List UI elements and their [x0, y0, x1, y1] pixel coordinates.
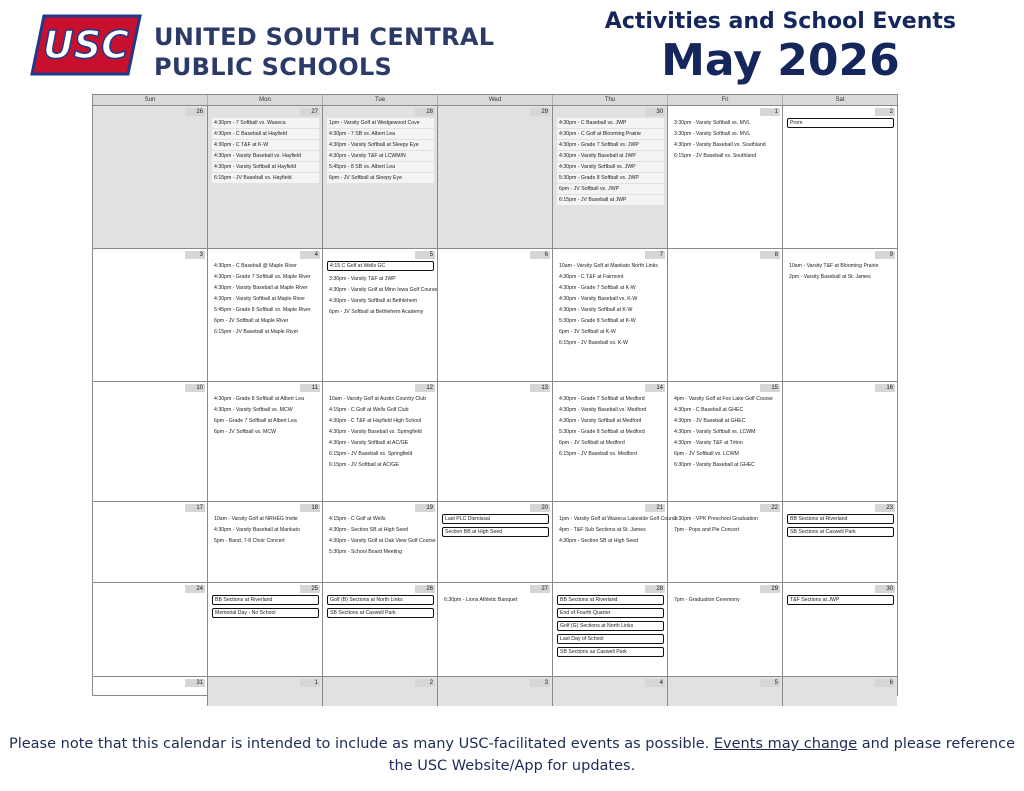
- day-cell[interactable]: [208, 502, 323, 582]
- calendar-event[interactable]: 4:30pm - Grade 7 Softball vs. Maple River: [214, 274, 311, 280]
- day-cell[interactable]: [783, 583, 897, 676]
- calendar-event[interactable]: 6pm - Grade 7 Softball at Albert Lea: [214, 418, 297, 424]
- calendar-event[interactable]: 4:30pm - Varsity Baseball vs. Medford: [559, 407, 647, 413]
- day-cell[interactable]: [208, 583, 323, 676]
- calendar-event[interactable]: 6pm - JV Softball vs. JWP: [557, 184, 664, 194]
- calendar-event[interactable]: 5:30pm - Grade 8 Softball vs. JWP: [557, 173, 664, 183]
- day-number: 29: [530, 108, 550, 116]
- day-cell[interactable]: [438, 382, 553, 501]
- day-events-list: [672, 394, 779, 471]
- calendar-event[interactable]: Last Day of School: [557, 634, 664, 644]
- day-cell[interactable]: [323, 583, 438, 676]
- day-events-list: [212, 514, 319, 547]
- day-events-list: [672, 595, 779, 606]
- calendar-week-row: [93, 677, 897, 706]
- calendar-event[interactable]: 1pm - Varsity Golf at Wedgewood Cove: [327, 118, 434, 128]
- day-number: 28: [645, 585, 665, 593]
- day-cell[interactable]: [553, 106, 668, 248]
- day-events-list: [787, 514, 894, 540]
- calendar-event[interactable]: 5:30pm - School Board Meeting: [329, 549, 402, 555]
- calendar-event[interactable]: 4:30pm - Varsity Softball vs. JWP: [557, 162, 664, 172]
- day-cell[interactable]: [323, 502, 438, 582]
- logo-text: USC: [42, 23, 130, 67]
- calendar-event[interactable]: 4:30pm - Varsity Softball at Medford: [559, 418, 642, 424]
- footer-text-before: Please note that this calendar is intended to include as many USC-facilitated events as possible.: [8, 736, 714, 752]
- calendar-event[interactable]: 4:30pm - Varsity Baseball vs. Springfield: [329, 429, 422, 435]
- day-cell[interactable]: [668, 382, 783, 501]
- day-number: 14: [645, 384, 665, 392]
- calendar-event[interactable]: 4:30pm - Varsity Baseball at Maple River: [214, 285, 308, 291]
- day-number: 13: [530, 384, 550, 392]
- day-number: 3: [185, 251, 205, 259]
- school-name-line2: PUBLIC SCHOOLS: [154, 53, 393, 81]
- day-number: 22: [760, 504, 780, 512]
- day-number: 2: [415, 679, 435, 687]
- day-cell[interactable]: [438, 502, 553, 582]
- day-number: 31: [185, 679, 205, 687]
- day-cell[interactable]: [208, 382, 323, 501]
- calendar-event[interactable]: BB Sections at Riverland: [557, 595, 664, 605]
- day-events-list: [212, 595, 319, 621]
- day-cell[interactable]: [323, 382, 438, 501]
- day-cell[interactable]: [553, 677, 668, 706]
- day-number: 1: [300, 679, 320, 687]
- day-number: 30: [645, 108, 665, 116]
- calendar-event[interactable]: 5:30pm - Grade 8 Softball at K-W: [559, 318, 636, 324]
- day-of-week-label: Fri: [668, 95, 783, 105]
- calendar-event[interactable]: 4:30pm - Varsity Baseball at JWP: [557, 151, 664, 161]
- calendar-event[interactable]: 4:30pm - Varsity Golf at Oak View Golf Course: [329, 538, 436, 544]
- day-events-list: [327, 261, 438, 318]
- calendar-event[interactable]: 4:30pm - Varsity Softball at Maple River: [214, 296, 306, 302]
- calendar-event[interactable]: 10am - Varsity Golf at NRHEG Invite: [214, 516, 298, 522]
- calendar-event[interactable]: 4:30pm - Section SB at High Seed: [329, 527, 409, 533]
- day-cell[interactable]: [553, 583, 668, 676]
- day-number: 4: [300, 251, 320, 259]
- day-of-week-label: Thu: [553, 95, 668, 105]
- calendar-event[interactable]: 4:15pm - C Golf at Wells Golf Club: [329, 407, 409, 413]
- day-cell[interactable]: [208, 249, 323, 381]
- calendar-event[interactable]: 4:30pm - Varsity Softball at K-W: [559, 307, 633, 313]
- day-cell[interactable]: [668, 106, 783, 248]
- calendar-event[interactable]: 4:30pm - Varsity T&F at LCWM/N: [327, 151, 434, 161]
- calendar-event[interactable]: 4:30pm - 7 Softball vs. Waseca: [212, 118, 319, 128]
- calendar-event[interactable]: 4:30pm - Varsity Baseball vs. K-W: [559, 296, 638, 302]
- calendar-event[interactable]: BB Sections at Riverland: [212, 595, 319, 605]
- calendar-event[interactable]: 6pm - JV Softball at Medford: [559, 440, 625, 446]
- day-cell[interactable]: [668, 677, 783, 706]
- day-cell[interactable]: [93, 677, 208, 706]
- day-cell[interactable]: [553, 382, 668, 501]
- day-number: 23: [875, 504, 895, 512]
- calendar-event[interactable]: 4:30pm - Varsity Softball vs. LCWM: [674, 429, 756, 435]
- day-number: 19: [415, 504, 435, 512]
- day-cell[interactable]: [323, 677, 438, 706]
- calendar-event[interactable]: 4:30pm - Varsity Softball at Bethlehem: [329, 298, 418, 304]
- day-cell[interactable]: [93, 249, 208, 381]
- day-number: 10: [185, 384, 205, 392]
- events-may-change-link[interactable]: Events may change: [713, 736, 858, 752]
- day-number: 4: [645, 679, 665, 687]
- calendar-event[interactable]: 5:45pm - Grade 8 Softball vs. Maple River: [214, 307, 311, 313]
- calendar-event[interactable]: 4:30pm - Section SB at High Seed: [559, 538, 639, 544]
- day-cell[interactable]: [668, 583, 783, 676]
- calendar-event[interactable]: 6:15pm - JV Softball at AC/GE: [329, 462, 399, 468]
- calendar-event[interactable]: Memorial Day - No School: [212, 608, 319, 618]
- calendar-week-row: [93, 502, 897, 583]
- calendar-event[interactable]: 4:15 C Golf at Wells GC: [327, 261, 434, 271]
- calendar-event[interactable]: 4:30pm - Varsity Softball at Sleepy Eye: [327, 140, 434, 150]
- calendar-event[interactable]: End of Fourth Quarter: [557, 608, 664, 618]
- page-header: [0, 0, 1024, 92]
- day-of-week-label: Sun: [93, 95, 208, 105]
- calendar-event[interactable]: T&F Sections at JWP: [787, 595, 894, 605]
- day-cell[interactable]: [783, 249, 897, 381]
- calendar-event[interactable]: Prom: [787, 118, 894, 128]
- day-events-list: [787, 118, 894, 131]
- day-number: 1: [760, 108, 780, 116]
- day-cell[interactable]: [93, 382, 208, 501]
- calendar-event[interactable]: 4pm - T&F Sub Sections at St. James: [559, 527, 646, 533]
- day-number: 28: [415, 108, 435, 116]
- day-number: 30: [875, 585, 895, 593]
- day-number: 24: [185, 585, 205, 593]
- calendar-event[interactable]: SB Sections at Caswell Park: [327, 608, 434, 618]
- day-events-list: [557, 595, 664, 660]
- month-calendar-grid: [92, 94, 898, 696]
- day-number: 29: [760, 585, 780, 593]
- day-cell[interactable]: [438, 249, 553, 381]
- calendar-event[interactable]: 4:30pm - 7 SB vs. Albert Lea: [327, 129, 434, 139]
- calendar-event[interactable]: 6:15pm - JV Baseball vs. K-W: [559, 340, 628, 346]
- day-cell[interactable]: [93, 106, 208, 248]
- day-number: 9: [875, 251, 895, 259]
- calendar-event[interactable]: 2pm - Varsity Baseball at St. James: [789, 274, 871, 280]
- day-of-week-label: Wed: [438, 95, 553, 105]
- calendar-event[interactable]: 4:30pm - Varsity Golf at Minn Iowa Golf Course: [329, 287, 438, 293]
- calendar-event[interactable]: 4:30pm - Varsity Baseball vs. Southland: [674, 142, 766, 148]
- day-cell[interactable]: [93, 502, 208, 582]
- calendar-event[interactable]: 6:30pm - Varsity Baseball at GHEC: [674, 462, 755, 468]
- calendar-event[interactable]: 1pm - Varsity Golf at Waseca Lakeside Golf Course: [559, 516, 678, 522]
- calendar-week-row: [93, 249, 897, 382]
- calendar-event[interactable]: 4:30pm - Varsity T&F at Triton: [674, 440, 743, 446]
- calendar-event[interactable]: 4:30pm - Grade 7 Softball vs. JWP: [557, 140, 664, 150]
- calendar-event[interactable]: SB Sections at Caswell Park: [787, 527, 894, 537]
- title-subtitle: Activities and School Events: [604, 9, 956, 34]
- calendar-event[interactable]: 6:15pm - JV Baseball at Maple River: [214, 329, 299, 335]
- calendar-event[interactable]: 5:30pm - Grade 8 Softball at Medford: [559, 429, 645, 435]
- day-number: 12: [415, 384, 435, 392]
- day-cell[interactable]: [783, 106, 897, 248]
- day-cell[interactable]: [438, 106, 553, 248]
- day-number: 6: [875, 679, 895, 687]
- calendar-event[interactable]: 3:30pm - Varsity T&F at JWP: [329, 276, 396, 282]
- day-number: 18: [300, 504, 320, 512]
- day-cell[interactable]: [323, 106, 438, 248]
- day-cell[interactable]: [783, 382, 897, 501]
- day-number: 26: [415, 585, 435, 593]
- day-cell[interactable]: [553, 502, 678, 582]
- calendar-event[interactable]: 4:15pm - C Golf at Wells: [329, 516, 386, 522]
- calendar-event[interactable]: 4:30pm - C Baseball at Hayfield: [212, 129, 319, 139]
- calendar-event[interactable]: 4:30pm - C Baseball at GHEC: [674, 407, 744, 413]
- day-number: 7: [645, 251, 665, 259]
- calendar-event[interactable]: 4:30pm - Varsity Softball at Hayfield: [212, 162, 319, 172]
- calendar-event[interactable]: 10am - Varsity T&F at Blooming Prairie: [789, 263, 879, 269]
- calendar-event[interactable]: 4:30pm - C T&F at Hayfield High School: [329, 418, 422, 424]
- day-events-list: [327, 118, 434, 184]
- calendar-event[interactable]: 3:30pm - Varsity Softball vs. MVL: [674, 120, 751, 126]
- calendar-event[interactable]: 4:30pm - Varsity Softball at AC/GE: [329, 440, 409, 446]
- calendar-event[interactable]: 4:30pm - C Golf at Blooming Prairie: [557, 129, 664, 139]
- calendar-event[interactable]: 6:15pm - JV Baseball vs. Medford: [559, 451, 637, 457]
- day-events-list: [442, 514, 549, 540]
- calendar-event[interactable]: 4:30pm - C Baseball vs. JWP: [557, 118, 664, 128]
- calendar-title: [605, 8, 956, 86]
- day-of-week-header: [93, 95, 897, 106]
- day-events-list: [212, 118, 319, 184]
- calendar-event[interactable]: 6pm - JV Softball vs. LCWM: [674, 451, 739, 457]
- day-events-list: [557, 394, 664, 460]
- day-number: 15: [760, 384, 780, 392]
- day-events-list: [557, 514, 678, 547]
- calendar-event[interactable]: 4:30pm - Grade 7 Softball at Medford: [559, 396, 645, 402]
- day-events-list: [672, 118, 779, 162]
- usc-logo: [28, 12, 144, 78]
- day-events-list: [442, 595, 549, 606]
- day-cell[interactable]: [323, 249, 438, 381]
- day-number: 27: [300, 108, 320, 116]
- calendar-event[interactable]: 6:30pm - Lions Athletic Banquet: [444, 597, 518, 603]
- day-of-week-label: Tue: [323, 95, 438, 105]
- day-number: 27: [530, 585, 550, 593]
- calendar-event[interactable]: 6:15pm - JV Baseball vs. Southland: [674, 153, 757, 159]
- day-number: 3: [530, 679, 550, 687]
- day-cell[interactable]: [208, 106, 323, 248]
- day-number: 26: [185, 108, 205, 116]
- calendar-event[interactable]: 7pm - Graduation Ceremony: [674, 597, 740, 603]
- calendar-event[interactable]: 6pm - JV Softball at Maple River: [214, 318, 289, 324]
- footer-note: [0, 733, 1024, 777]
- day-number: 16: [875, 384, 895, 392]
- calendar-event[interactable]: 6:15pm - JV Baseball vs. Hayfield: [212, 173, 319, 183]
- calendar-event[interactable]: 4:30pm - JV Baseball at GHEC: [674, 418, 746, 424]
- calendar-event[interactable]: BB Sections at Riverland: [787, 514, 894, 524]
- day-number: 5: [760, 679, 780, 687]
- footer-text-after: and please reference the USC Website/App for updates.: [388, 736, 1016, 774]
- day-number: 5: [415, 251, 435, 259]
- calendar-week-row: [93, 583, 897, 677]
- calendar-event[interactable]: 10am - Varsity Golf at Mankato North Links: [559, 263, 658, 269]
- calendar-event[interactable]: 3:30pm - Varsity Softball vs. MVL: [674, 131, 751, 137]
- day-cell[interactable]: [783, 677, 897, 706]
- calendar-event[interactable]: Section BB at High Seed: [442, 527, 549, 537]
- calendar-event[interactable]: Last PLC Dismissal: [442, 514, 549, 524]
- calendar-event[interactable]: 4:30pm - Varsity Baseball vs. Hayfield: [212, 151, 319, 161]
- calendar-event[interactable]: 6pm - JV Softball vs. MCW: [214, 429, 276, 435]
- day-events-list: [327, 514, 434, 558]
- calendar-event[interactable]: 4:30pm - C T&F at K-W: [212, 140, 319, 150]
- calendar-event[interactable]: 5:45pm - 8 SB vs. Albert Lea: [327, 162, 434, 172]
- day-of-week-label: Sat: [835, 97, 845, 103]
- school-name: [154, 22, 494, 82]
- day-of-week-label: Mon: [208, 95, 323, 105]
- calendar-event[interactable]: 6pm - JV Softball at K-W: [559, 329, 616, 335]
- calendar-event[interactable]: 5pm - Band, 7-8 Choir Concert: [214, 538, 285, 544]
- day-events-list: [212, 261, 319, 338]
- calendar-event[interactable]: Golf (G) Sections at North Links: [557, 621, 664, 631]
- calendar-event[interactable]: 4pm - Varsity Golf at Fox Lake Golf Course: [674, 396, 773, 402]
- day-cell[interactable]: [783, 502, 897, 582]
- title-month: May 2026: [661, 35, 900, 86]
- calendar-event[interactable]: 4:30pm - Grade 8 Softball at Albert Lea: [214, 396, 304, 402]
- day-cell[interactable]: [668, 502, 783, 582]
- day-events-list: [787, 595, 894, 608]
- calendar-event[interactable]: 6:15pm - JV Baseball at JWP: [557, 195, 664, 205]
- day-number: 8: [760, 251, 780, 259]
- calendar-event[interactable]: 10am - Varsity Golf at Austin Country Club: [329, 396, 427, 402]
- day-events-list: [672, 514, 779, 536]
- calendar-event[interactable]: 4:30pm - C Baseball @ Maple River: [214, 263, 297, 269]
- day-cell[interactable]: [438, 677, 553, 706]
- day-number: 21: [645, 504, 665, 512]
- day-events-list: [557, 118, 664, 206]
- calendar-event[interactable]: 6:15pm - JV Baseball vs. Springfield: [329, 451, 413, 457]
- day-cell[interactable]: [438, 583, 553, 676]
- day-number: 2: [875, 108, 895, 116]
- day-events-list: [787, 261, 894, 283]
- day-cell[interactable]: [208, 677, 323, 706]
- school-name-line1: UNITED SOUTH CENTRAL: [154, 23, 495, 51]
- calendar-event[interactable]: Golf (B) Sections at North Links: [327, 595, 434, 605]
- calendar-event[interactable]: 4:30pm - Varsity Baseball at Mankato: [214, 527, 300, 533]
- day-cell[interactable]: [553, 249, 668, 381]
- day-events-list: [327, 595, 434, 621]
- calendar-event[interactable]: 7pm - Pops and Pie Concert: [674, 527, 740, 533]
- day-cell[interactable]: [668, 249, 783, 381]
- day-events-list: [557, 261, 664, 349]
- calendar-event[interactable]: 6pm - JV Softball at Sleepy Eye: [327, 173, 434, 183]
- calendar-week-row: [93, 382, 897, 502]
- day-events-list: [212, 394, 319, 438]
- calendar-event[interactable]: 4:30pm - Grade 7 Softball at K-W: [559, 285, 636, 291]
- day-number: 17: [185, 504, 205, 512]
- calendar-event[interactable]: SB Sections as Caswell Park: [557, 647, 664, 657]
- day-number: 6: [530, 251, 550, 259]
- day-events-list: [327, 394, 434, 471]
- day-number: 11: [300, 384, 320, 392]
- day-number: 20: [530, 504, 550, 512]
- calendar-week-row: [93, 106, 897, 249]
- calendar-event[interactable]: 4:30pm - Varsity Softball vs. MCW: [214, 407, 293, 413]
- calendar-event[interactable]: 6pm - JV Softball at Bethlehem Academy: [329, 309, 424, 315]
- day-cell[interactable]: [93, 583, 208, 676]
- calendar-event[interactable]: 1:30pm - VPK Preschool Graduation: [674, 516, 758, 522]
- calendar-event[interactable]: 4:30pm - C T&F at Fairmont: [559, 274, 624, 280]
- day-number: 25: [300, 585, 320, 593]
